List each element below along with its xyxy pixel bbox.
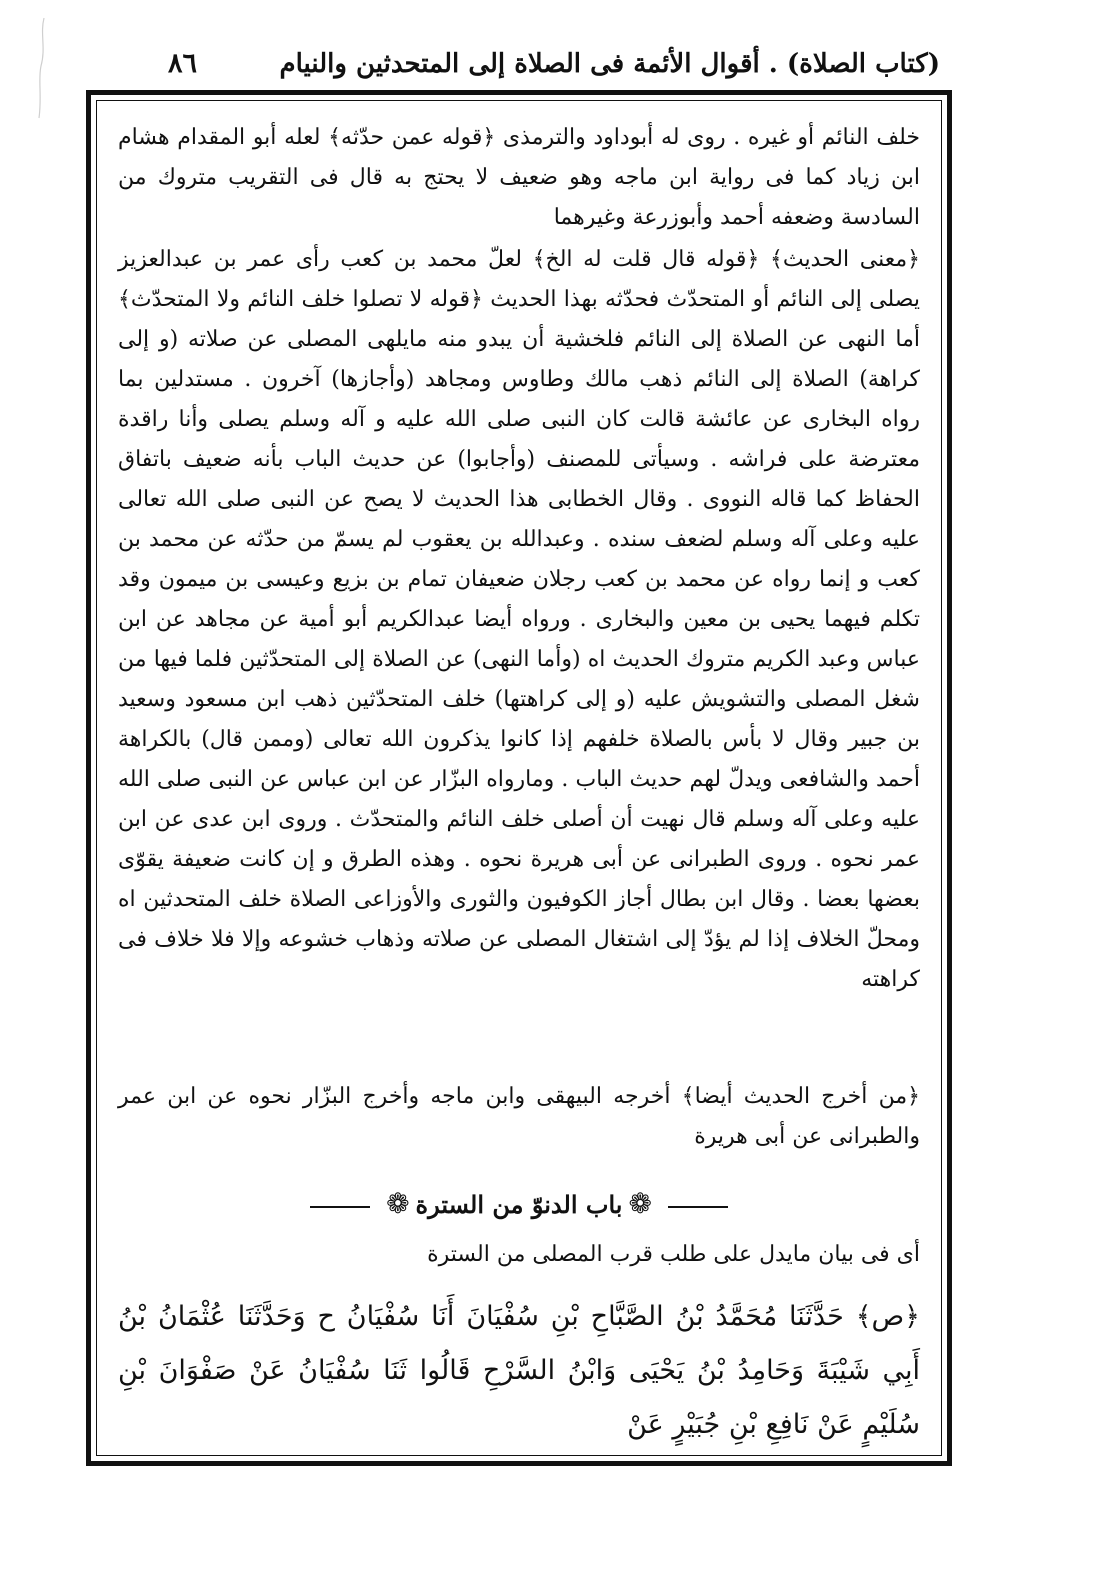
floral-ornament-icon: ❁ [628, 1187, 652, 1220]
chapter-heading [118, 1180, 920, 1228]
margin-mark-icon [0, 0, 80, 140]
paragraph-2: ﴿معنى الحديث﴾ ﴿قوله قال قلت له الخ﴾ لعلّ محمد بن كعب رأى عمر بن عبدالعزيز يصلى إلى النائم أو المتحدّث فحدّثه بهذا الحديث ﴿قوله لا تصلوا خلف النائم ولا المتحدّث﴾ أما النهى عن الصلاة إلى النائم فلخشية أن يبدو منه مايلهى المصلى عن صلاته (و إلى كراهة) الصلاة إلى النائم ذهب مالك وطاوس ومجاهد (وأجازها) آخرون . مستدلين بما رواه البخارى عن عائشة قالت كان النبى صلى الله عليه و آله وسلم يصلى وأنا راقدة معترضة على فراشه . وسيأتى للمصنف (وأجابوا) عن حديث الباب بأنه ضعيف باتفاق الحفاظ كما قاله النووى . وقال الخطابى هذا الحديث لا يصح عن النبى صلى الله تعالى عليه وعلى آله وسلم لضعف سنده . وعبدالله بن يعقوب لم يسمّ من حدّثه عن محمد بن كعب و إنما رواه عن محمد بن كعب رجلان ضعيفان تمام بن بزيع وعيسى بن ميمون وقد تكلم فيهما يحيى بن معين والبخارى . ورواه أيضا عبدالكريم أبو أمية عن مجاهد عن ابن عباس وعبد الكريم متروك الحديث اه (وأما النهى) عن الصلاة إلى المتحدّثين فلما فيها من شغل المصلى والتشويش عليه (و إلى كراهتها) خلف المتحدّثين ذهب ابن مسعود وسعيد بن جبير وقال لا بأس بالصلاة خلفهم إذا كانوا يذكرون الله تعالى (وممن قال) بالكراهة أحمد والشافعى ويدلّ لهم حديث الباب . ومارواه البزّار عن ابن عباس عن النبى صلى الله عليه وعلى آله وسلم قال نهيت أن أصلى خلف النائم والمتحدّث . وروى ابن عدى عن ابن عمر نحوه . وروى الطبرانى عن أبى هريرة نحوه . وهذه الطرق و إن كانت ضعيفة يقوّى بعضها بعضا . وقال ابن بطال أجاز الكوفيون والثورى والأوزاعى الصلاة خلف المتحدثين اه ومحلّ الخلاف إذا لم يؤدّ إلى اشتغال المصلى عن صلاته وذهاب خشوعه وإلا فلا خلاف فى كراهته [118, 247, 920, 992]
heading-rule-right [310, 1206, 370, 1208]
floral-ornament-icon: ❁ [386, 1187, 410, 1220]
paragraph-1: خلف النائم أو غيره . روى له أبوداود والترمذى ﴿قوله عمن حدّثه﴾ لعله أبو المقدام هشام ابن زياد كما فى رواية ابن ماجه وهو ضعيف لا يحتج به قال فى التقريب متروك من السادسة وضعفه أحمد وأبوزرعة وغيرهما [118, 125, 920, 230]
chapter-subheading: أى فى بيان مايدل على طلب قرب المصلى من السترة [427, 1242, 920, 1267]
heading-rule-left [668, 1206, 728, 1208]
hadith-text: ﴿ص﴾ حَدَّثَنَا مُحَمَّدُ بْنُ الصَّبَّاحِ بْنِ سُفْيَانَ أَنَا سُفْيَانُ ح وَحَدَّثَنَا عُثْمَانُ بْنُ أَبِي شَيْبَةَ وَحَامِدُ بْنُ يَحْيَى وَابْنُ السَّرْحِ قَالُوا ثَنَا سُفْيَانُ عَنْ صَفْوَانَ بْنِ سُلَيْمٍ عَنْ نَافِعِ بْنِ جُبَيْرٍ عَنْ [118, 1301, 920, 1440]
header-title: (كتاب الصلاة) . أقوال الأئمة فى الصلاة إلى المتحدثين والنيام [279, 49, 940, 79]
page-number: ٨٦ [168, 48, 198, 79]
chapter-heading-text: باب الدنوّ من السترة [415, 1190, 623, 1219]
paragraph-3: ﴿من أخرج الحديث أيضا﴾ أخرجه البيهقى وابن ماجه وأخرج البزّار نحوه عن ابن عمر والطبرانى عن أبى هريرة [118, 1084, 920, 1149]
running-header [160, 44, 940, 90]
